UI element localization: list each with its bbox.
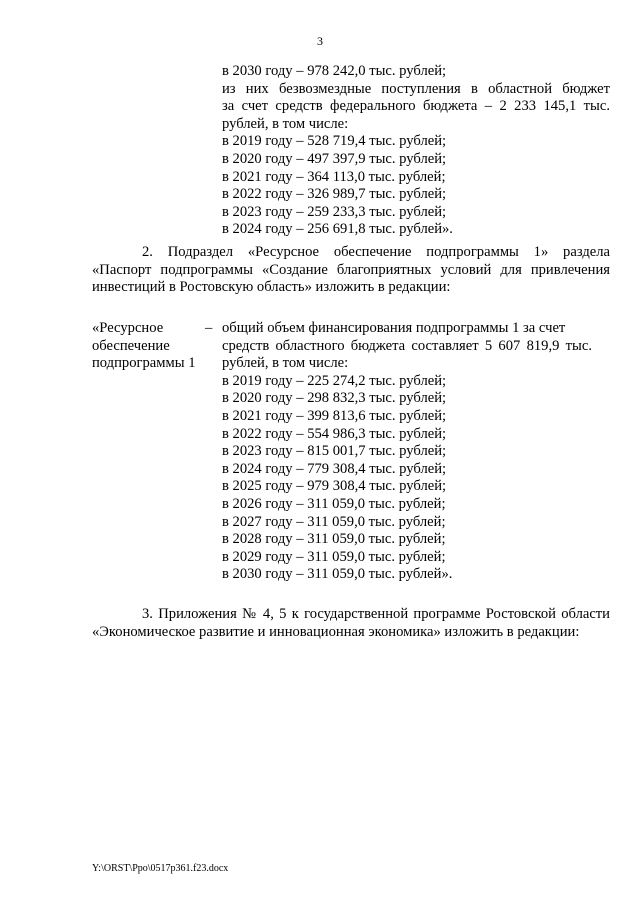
text-line: в 2019 году – 528 719,4 тыс. рублей; xyxy=(222,133,447,150)
text-line: за счет средств федерального бюджета – 2 233 145,1 тыс. xyxy=(222,98,610,115)
text-line: в 2021 году – 364 113,0 тыс. рублей; xyxy=(222,168,446,185)
resource-label xyxy=(92,320,222,373)
text-line: в 2024 году – 779 308,4 тыс. рублей; xyxy=(222,460,447,477)
text-line: в 2030 году – 311 059,0 тыс. рублей». xyxy=(222,566,453,583)
paragraph-2 xyxy=(92,244,610,297)
paragraph-line: «Экономическое развитие и инновационная экономика» изложить в редакции: xyxy=(92,623,580,640)
text-line: общий объем финансирования подпрограммы 1 за счет xyxy=(222,320,566,336)
page-number: 3 xyxy=(317,34,323,48)
label-dash: – xyxy=(205,320,213,336)
text-line: рублей, в том числе: xyxy=(222,355,349,372)
paragraph-line: инвестиций в Ростовскую область» изложить в редакции: xyxy=(92,279,451,296)
text-line: в 2021 году – 399 813,6 тыс. рублей; xyxy=(222,407,447,424)
resource-funding-block xyxy=(222,320,592,584)
text-line: в 2026 году – 311 059,0 тыс. рублей; xyxy=(222,495,446,512)
text-line: в 2023 году – 259 233,3 тыс. рублей; xyxy=(222,203,447,220)
paragraph-line: 3. Приложения № 4, 5 к государственной программе Ростовской области xyxy=(142,606,610,622)
text-line: в 2024 году – 256 691,8 тыс. рублей». xyxy=(222,221,453,238)
text-line: в 2027 году – 311 059,0 тыс. рублей; xyxy=(222,513,446,530)
text-line: в 2023 году – 815 001,7 тыс. рублей; xyxy=(222,443,447,460)
paragraph-3 xyxy=(92,606,610,641)
text-line: средств областного бюджета составляет 5 607 819,9 тыс. xyxy=(222,337,592,354)
label-line: обеспечение xyxy=(92,337,170,354)
text-line: в 2025 году – 979 308,4 тыс. рублей; xyxy=(222,478,447,495)
text-line: в 2020 году – 298 832,3 тыс. рублей; xyxy=(222,390,447,407)
text-line: в 2030 году – 978 242,0 тыс. рублей; xyxy=(222,63,447,79)
paragraph-line: «Паспорт подпрограммы «Создание благоприятных условий для привлечения xyxy=(92,261,610,278)
text-line: в 2028 году – 311 059,0 тыс. рублей; xyxy=(222,531,446,548)
top-funding-block xyxy=(222,63,610,239)
label-line: «Ресурсное xyxy=(92,320,164,336)
text-line: в 2022 году – 326 989,7 тыс. рублей; xyxy=(222,186,447,203)
paragraph-line: 2. Подраздел «Ресурсное обеспечение подпрограммы 1» раздела xyxy=(142,244,610,260)
text-line: в 2022 году – 554 986,3 тыс. рублей; xyxy=(222,425,447,442)
text-line: рублей, в том числе: xyxy=(222,115,349,132)
text-line: из них безвозмездные поступления в областной бюджет xyxy=(222,80,610,97)
text-line: в 2019 году – 225 274,2 тыс. рублей; xyxy=(222,372,447,389)
text-line: в 2020 году – 497 397,9 тыс. рублей; xyxy=(222,150,447,167)
file-path-footer: Y:\ORST\Ppo\0517p361.f23.docx xyxy=(92,863,229,874)
text-line: в 2029 году – 311 059,0 тыс. рублей; xyxy=(222,548,446,565)
label-line: подпрограммы 1 xyxy=(92,355,196,372)
